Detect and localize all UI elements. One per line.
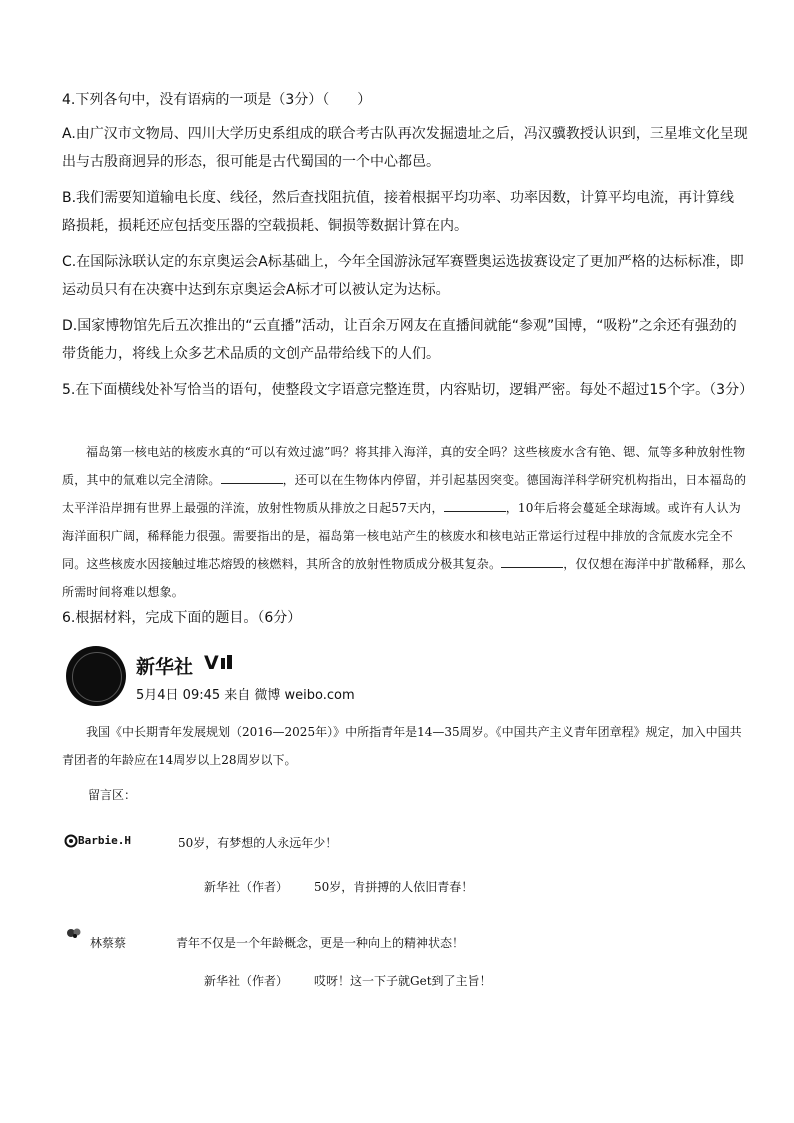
comment-text-1: 50岁，有梦想的人永远年少！ — [178, 836, 338, 850]
user-avatar-icon — [64, 834, 78, 848]
answer-blank-3[interactable] — [501, 555, 563, 568]
passage-text-2: ，还可以在生物体内停留，并引起基因突变。德国海洋科学研究机构指出，日本福岛的太平洋沿岸拥有世界上最强的洋流，放射性物质从排放之日起57天内， — [62, 473, 747, 515]
passage-text-3: ，10年后将会蔓延全球海域。或许有人认为海洋面积广阔，稀释能力很强。需要指出的是，福岛第一核电站产生的核废水和核电站正常运行过程中排放的含氚废水完全不同。这些核废水因接触过堆芯熔毁的核燃料，其所含的放射性物质成分极其复杂。 — [62, 501, 741, 571]
weibo-post-meta: 5月4日 09:45 来自 微博 weibo.com — [136, 688, 355, 703]
avatar-ring — [72, 652, 122, 702]
passage-text-4: ，仅仅想在海洋中扩散稀释，那么所需时间将难以想象。 — [62, 557, 747, 599]
comment-user-1: Barbie.H — [78, 834, 131, 847]
reply-text-2: 哎呀！这一下子就Get到了主旨！ — [314, 974, 492, 988]
comment-section-label: 留言区： — [88, 788, 137, 802]
weibo-post-text: 我国《中长期青年发展规划（2016—2025年）》中所指青年是14—35周岁。《中国共产主义青年团章程》规定，加入中国共青团者的年龄应在14周岁以上28周岁以下。 — [62, 725, 742, 767]
member-icon — [220, 654, 234, 670]
q4-option-b: B.我们需要知道输电长度、线径，然后查找阻抗值，接着根据平均功率、功率因数，计算平均电流，再计算线路损耗，损耗还应包括变压器的空载损耗、铜损等数据计算在内。 — [62, 190, 735, 234]
comment-text-2: 青年不仅是一个年龄概念，更是一种向上的精神状态！ — [176, 936, 465, 950]
passage-text-1: 福岛第一核电站的核废水真的“可以有效过滤”吗？将其排入海洋，真的安全吗？这些核废水含有铯、锶、氚等多种放射性物质，其中的氚难以完全清除。 — [62, 445, 746, 487]
q4-option-c: C.在国际泳联认定的东京奥运会A标基础上，今年全国游泳冠军赛暨奥运选拔赛设定了更加严格的达标标准，即运动员只有在决赛中达到东京奥运会A标才可以被认定为达标。 — [62, 254, 744, 298]
q5-passage — [62, 438, 750, 606]
comment-user-2: 林蔡蔡 — [90, 936, 127, 950]
user-avatar-icon — [66, 926, 82, 940]
q4-option-a: A.由广汉市文物局、四川大学历史系组成的联合考古队再次发掘遗址之后，冯汉骥教授认识到，三星堆文化呈现出与古殷商迥异的形态，很可能是古代蜀国的一个中心都邑。 — [62, 126, 748, 170]
q6-stem: 6.根据材料，完成下面的题目。（6分） — [62, 610, 302, 626]
xinhua-avatar — [66, 646, 126, 706]
q4-stem: 4.下列各句中，没有语病的一项是（3分）（ ） — [62, 92, 372, 108]
answer-blank-2[interactable] — [444, 499, 506, 512]
answer-blank-1[interactable] — [221, 471, 283, 484]
reply-author-1: 新华社（作者） — [204, 880, 289, 894]
q4-option-d: D.国家博物馆先后五次推出的“云直播”活动，让百余万网友在直播间就能“参观”国博，“吸粉”之余还有强劲的带货能力，将线上众多艺术品质的文创产品带给线下的人们。 — [62, 318, 737, 362]
verified-badge: V — [204, 652, 219, 674]
reply-author-2: 新华社（作者） — [204, 974, 289, 988]
reply-text-1: 50岁，肯拼搏的人依旧青春！ — [314, 880, 474, 894]
weibo-account-name: 新华社 — [136, 656, 194, 678]
q5-stem: 5.在下面横线处补写恰当的语句，使整段文字语意完整连贯，内容贴切，逻辑严密。每处不超过15个字。（3分） — [62, 382, 754, 398]
